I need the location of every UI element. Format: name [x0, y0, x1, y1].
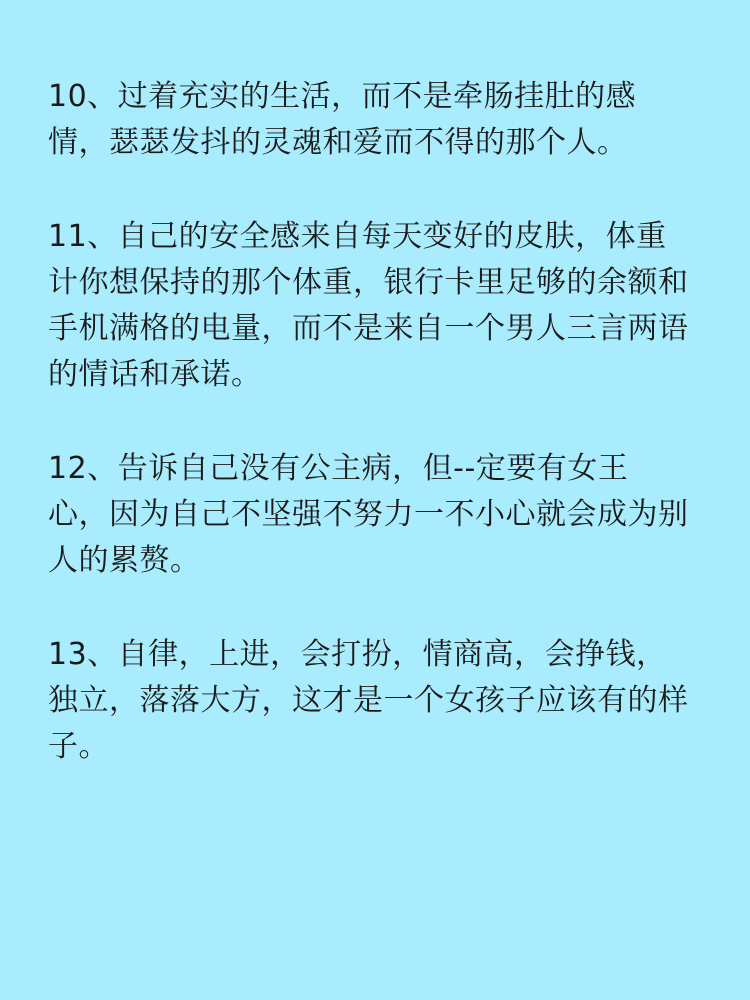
- item-line: 10、过着充实的生活，而不是牵肠挂肚的感: [48, 79, 637, 114]
- item-line: 12、告诉自己没有公主病，但--定要有女王: [48, 451, 629, 486]
- item-line: 独立，落落大方，这才是一个女孩子应该有的样: [48, 683, 689, 718]
- item-line: 13、自律，上进，会打扮，情商高，会挣钱，: [48, 637, 667, 672]
- text-content: [48, 74, 712, 818]
- item-line: 计你想保持的那个体重，银行卡里足够的余额和: [48, 265, 689, 300]
- item-line: 情，瑟瑟发抖的灵魂和爱而不得的那个人。: [48, 125, 628, 160]
- list-item-10: [48, 74, 712, 166]
- list-item-12: [48, 446, 712, 584]
- item-line: 人的累赘。: [48, 543, 201, 578]
- item-line: 子。: [48, 729, 109, 764]
- item-line: 手机满格的电量，而不是来自一个男人三言两语: [48, 311, 689, 346]
- item-line: 心，因为自己不坚强不努力一不小心就会成为别: [48, 497, 689, 532]
- list-item-13: [48, 632, 712, 770]
- list-item-11: [48, 214, 712, 398]
- item-line: 的情话和承诺。: [48, 357, 262, 392]
- item-line: 11、自己的安全感来自每天变好的皮肤，体重: [48, 219, 667, 254]
